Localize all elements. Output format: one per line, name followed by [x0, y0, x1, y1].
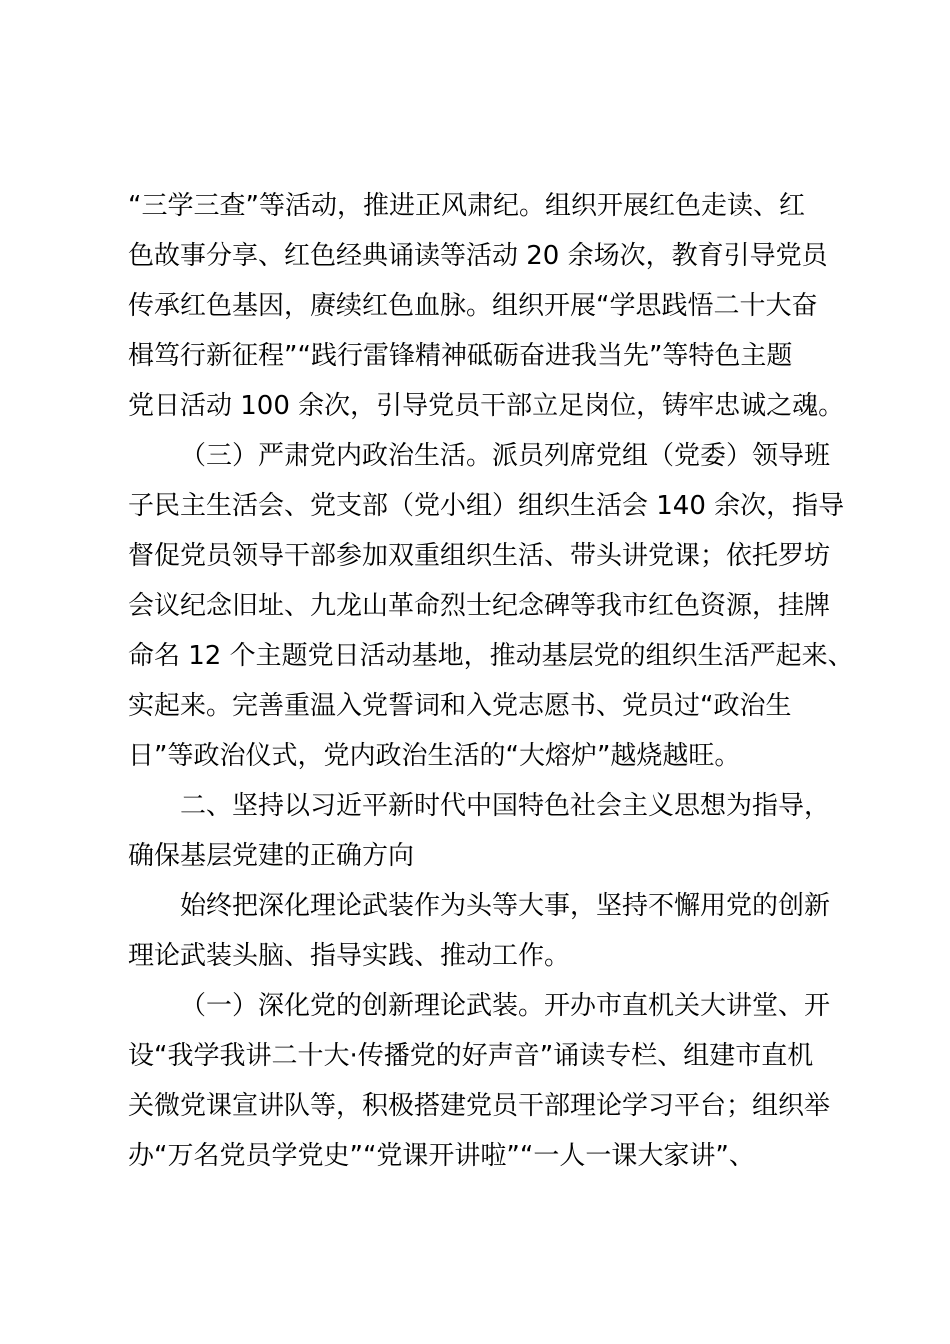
text-line: 理论武装头脑、指导实践、推动工作。: [128, 941, 571, 971]
text-line: 督促党员领导干部参加双重组织生活、带头讲党课；依托罗坊: [128, 541, 831, 571]
text-line: 色故事分享、红色经典诵读等活动 20 余场次，教育引导党员: [128, 241, 828, 271]
text-line: 实起来。完善重温入党誓词和入党志愿书、党员过“政治生: [128, 691, 792, 721]
section-heading: 确保基层党建的正确方向: [128, 841, 415, 871]
text-line: 会议纪念旧址、九龙山革命烈士纪念碑等我市红色资源，挂牌: [128, 591, 831, 621]
text-line: 办“万名党员学党史”“党课开讲啦”“一人一课大家讲”、: [128, 1141, 755, 1171]
text-line: 命名 12 个主题党日活动基地，推动基层党的组织生活严起来、: [128, 641, 854, 671]
section-heading-paragraph: （一）深化党的创新理论武装。开办市直机关大讲堂、开: [180, 991, 831, 1021]
paragraph-start: 始终把深化理论武装作为头等大事，坚持不懈用党的创新: [180, 891, 831, 921]
text-line: 日”等政治仪式，党内政治生活的“大熔炉”越烧越旺。: [128, 741, 741, 771]
text-line: 传承红色基因，赓续红色血脉。组织开展“学思践悟二十大奋: [128, 291, 818, 321]
text-line: 子民主生活会、党支部（党小组）组织生活会 140 余次，指导: [128, 491, 845, 521]
text-line: “三学三查”等活动，推进正风肃纪。组织开展红色走读、红: [128, 191, 805, 221]
text-line: 关微党课宣讲队等，积极搭建党员干部理论学习平台；组织举: [128, 1091, 831, 1121]
section-heading-paragraph: （三）严肃党内政治生活。派员列席党组（党委）领导班: [180, 441, 831, 471]
text-line: 楫笃行新征程”“践行雷锋精神砥砺奋进我当先”等特色主题: [128, 341, 793, 371]
text-line: 党日活动 100 余次，引导党员干部立足岗位，铸牢忠诚之魂。: [128, 391, 845, 421]
section-heading: 二、坚持以习近平新时代中国特色社会主义思想为指导，: [180, 791, 831, 821]
text-line: 设“我学我讲二十大·传播党的好声音”诵读专栏、组建市直机: [128, 1041, 814, 1071]
